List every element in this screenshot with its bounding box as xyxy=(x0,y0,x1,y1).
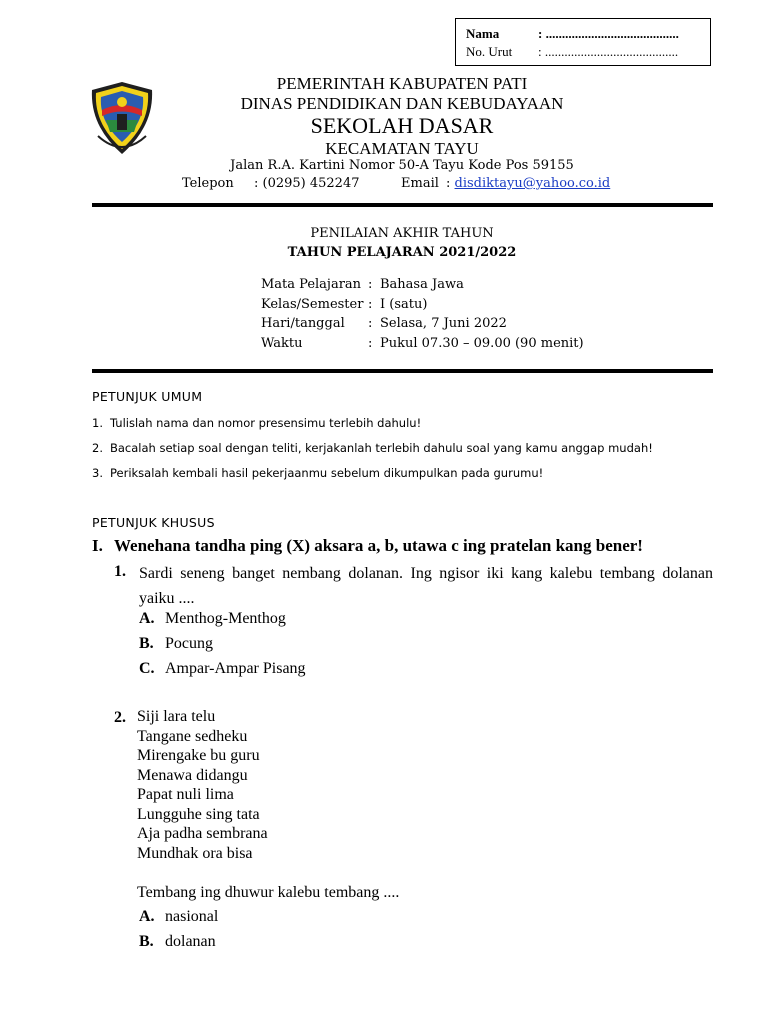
info-sep: : xyxy=(368,335,373,351)
email-label: Email xyxy=(401,176,439,191)
song-lyric-line: Papat nuli lima xyxy=(137,786,234,803)
question-number: 2. xyxy=(114,709,126,726)
exam-year: TAHUN PELAJARAN 2021/2022 xyxy=(287,245,517,260)
exam-info-divider xyxy=(92,369,713,373)
number-field[interactable]: : ......................................... xyxy=(538,44,679,59)
number-row xyxy=(466,44,678,60)
info-row xyxy=(261,277,584,297)
option-letter: B. xyxy=(139,933,154,950)
exam-title: PENILAIAN AKHIR TAHUN xyxy=(310,226,494,241)
answer-option[interactable] xyxy=(139,635,213,653)
option-letter: A. xyxy=(139,908,155,925)
question-number: 1. xyxy=(114,563,126,580)
student-identity-box xyxy=(455,18,711,66)
name-label: Nama xyxy=(466,26,500,41)
song-lyric-line: Menawa didangu xyxy=(137,767,248,784)
song-lyric-line: Tangane sedheku xyxy=(137,728,248,745)
option-letter: A. xyxy=(139,610,155,627)
info-key: Hari/tanggal xyxy=(261,316,345,331)
section-instruction xyxy=(92,536,643,556)
section-number: I. xyxy=(92,536,103,555)
phone-value: : (0295) 452247 xyxy=(254,176,360,191)
song-lyric-line: Aja padha sembrana xyxy=(137,825,268,842)
info-value: Bahasa Jawa xyxy=(380,277,464,292)
email-link[interactable]: disdiktayu@yahoo.co.id xyxy=(454,176,611,191)
email-separator: : xyxy=(446,176,451,191)
option-text: Menthog-Menthog xyxy=(165,610,286,627)
number-label: No. Urut xyxy=(466,44,513,59)
instruction-item xyxy=(92,416,421,430)
info-row xyxy=(261,336,584,356)
info-value: Pukul 07.30 – 09.00 (90 menit) xyxy=(380,335,584,351)
answer-option[interactable] xyxy=(139,908,218,926)
option-letter: B. xyxy=(139,635,154,652)
info-key: Kelas/Semester xyxy=(261,296,364,312)
instruction-item xyxy=(92,466,543,480)
option-text: dolanan xyxy=(165,933,216,950)
info-value: Selasa, 7 Juni 2022 xyxy=(380,316,507,331)
instruction-text: Bacalah setiap soal dengan teliti, kerjakanlah terlebih dahulu soal yang kamu anggap mudah! xyxy=(110,441,653,455)
song-lyric-line: Siji lara telu xyxy=(137,708,216,725)
question-text: Sardi seneng banget nembang dolanan. Ing ngisor iki kang kalebu tembang dolanan yaiku .... xyxy=(139,565,713,607)
instruction-text: Tulislah nama dan nomor presensimu terlebih dahulu! xyxy=(110,416,422,430)
district-name: KECAMATAN TAYU xyxy=(325,139,479,158)
instruction-item xyxy=(92,441,653,455)
info-sep: : xyxy=(368,277,373,292)
specific-instructions-heading: PETUNJUK KHUSUS xyxy=(92,515,215,530)
song-lyric-line: Lungguhe sing tata xyxy=(137,806,260,823)
answer-option[interactable] xyxy=(139,933,216,951)
instruction-number: 2. xyxy=(92,441,103,455)
info-row xyxy=(261,316,584,336)
instruction-number: 1. xyxy=(92,416,103,430)
general-instructions-heading: PETUNJUK UMUM xyxy=(92,389,203,404)
exam-info-table xyxy=(261,277,584,355)
option-text: Ampar-Ampar Pisang xyxy=(165,660,306,677)
option-text: Pocung xyxy=(165,635,213,652)
info-sep: : xyxy=(368,296,373,312)
song-lyric-line: Mirengake bu guru xyxy=(137,747,260,764)
letterhead-divider xyxy=(92,203,713,207)
name-field[interactable]: : ......................................... xyxy=(538,26,679,41)
instruction-text: Periksalah kembali hasil pekerjaanmu sebelum dikumpulkan pada gurumu! xyxy=(110,466,544,480)
name-row xyxy=(466,26,679,42)
answer-option[interactable] xyxy=(139,610,286,628)
info-sep: : xyxy=(368,316,373,331)
department-name: DINAS PENDIDIKAN DAN KEBUDAYAAN xyxy=(240,94,564,113)
option-text: nasional xyxy=(165,908,219,925)
phone-label: Telepon xyxy=(182,176,234,191)
school-name: SEKOLAH DASAR xyxy=(310,113,494,138)
info-value: I (satu) xyxy=(380,296,428,312)
question-text: Tembang ing dhuwur kalebu tembang .... xyxy=(137,884,400,901)
info-key: Mata Pelajaran xyxy=(261,277,362,292)
option-letter: C. xyxy=(139,660,155,677)
school-address: Jalan R.A. Kartini Nomor 50-A Tayu Kode Pos 59155 xyxy=(230,158,574,173)
answer-option[interactable] xyxy=(139,660,306,678)
info-row xyxy=(261,297,584,317)
song-lyric-line: Mundhak ora bisa xyxy=(137,845,253,862)
info-key: Waktu xyxy=(261,335,303,351)
instruction-number: 3. xyxy=(92,466,103,480)
government-name: PEMERINTAH KABUPATEN PATI xyxy=(276,74,528,93)
section-text: Wenehana tandha ping (X) aksara a, b, utawa c ing pratelan kang bener! xyxy=(114,536,643,555)
contact-line xyxy=(182,176,610,191)
